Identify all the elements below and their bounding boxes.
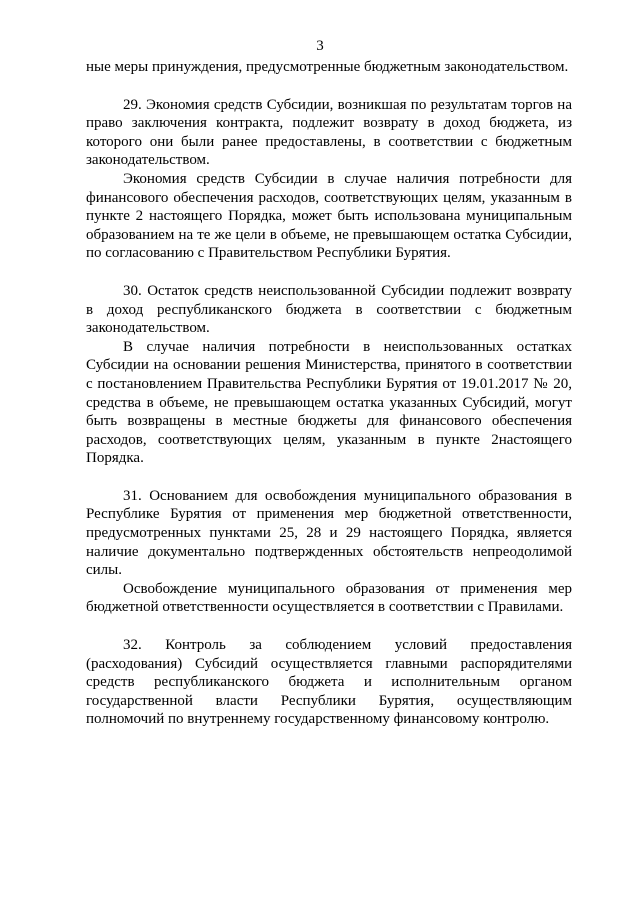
document-body [86,58,572,729]
paragraph-continuation: ные меры принуждения, предусмотренные бюджетным законодательством. [86,59,569,75]
page-number: 3 [316,38,324,54]
paragraph-item-29: 29. Экономия средств Субсидии, возникшая по результатам торгов на право заключения контракта, подлежит возврату в доход бюджета, из которого они были ранее предоставлены, в соответствии с бюджетным законодательством. [86,96,572,169]
paragraph-item-29-savings: Экономия средств Субсидии в случае наличия потребности для финансового обеспечения расходов, соответствующих целям, указанным в пункте 2 настоящего Порядка, может быть использована муниципальным образованием на те же цели в объеме, не превышающем остатка Субсидии, по согласованию с Правительством Республики Бурятия. [86,170,572,262]
paragraph-item-30: 30. Остаток средств неиспользованной Субсидии подлежит возврату в доход республиканского бюджета в соответствии с бюджетным законодательством. [86,282,572,337]
paragraph-item-31-exemption: Освобождение муниципального образования от применения мер бюджетной ответственности осуществляется в соответствии с Правилами. [86,580,572,616]
paragraph-item-32: 32. Контроль за соблюдением условий предоставления (расходования) Субсидий осуществляется главными распорядителями средств республиканского бюджета и исполнительным органом государственной власти Республики Бурятия, осуществляющим полномочий по внутреннему государственному финансовому контролю. [86,637,572,728]
paragraph-item-31: 31. Основанием для освобождения муниципального образования в Республике Бурятия от применения мер бюджетной ответственности, предусмотренных пунктами 25, 28 и 29 настоящего Порядка, является наличие документально подтвержденных обстоятельств непреодолимой силы. [86,487,572,579]
paragraph-item-30-remainder: В случае наличия потребности в неиспользованных остатках Субсидии на основании решения Министерства, принятого в соответствии с постановлением Правительства Республики Бурятия от 19.01.2017 № 20, средства в объеме, не превышающем остатка указанных Субсидий, могут быть возвращены в местные бюджеты для финансового обеспечения расходов, соответствующих целям, указанным в пункте 2настоящего Порядка. [86,338,572,467]
